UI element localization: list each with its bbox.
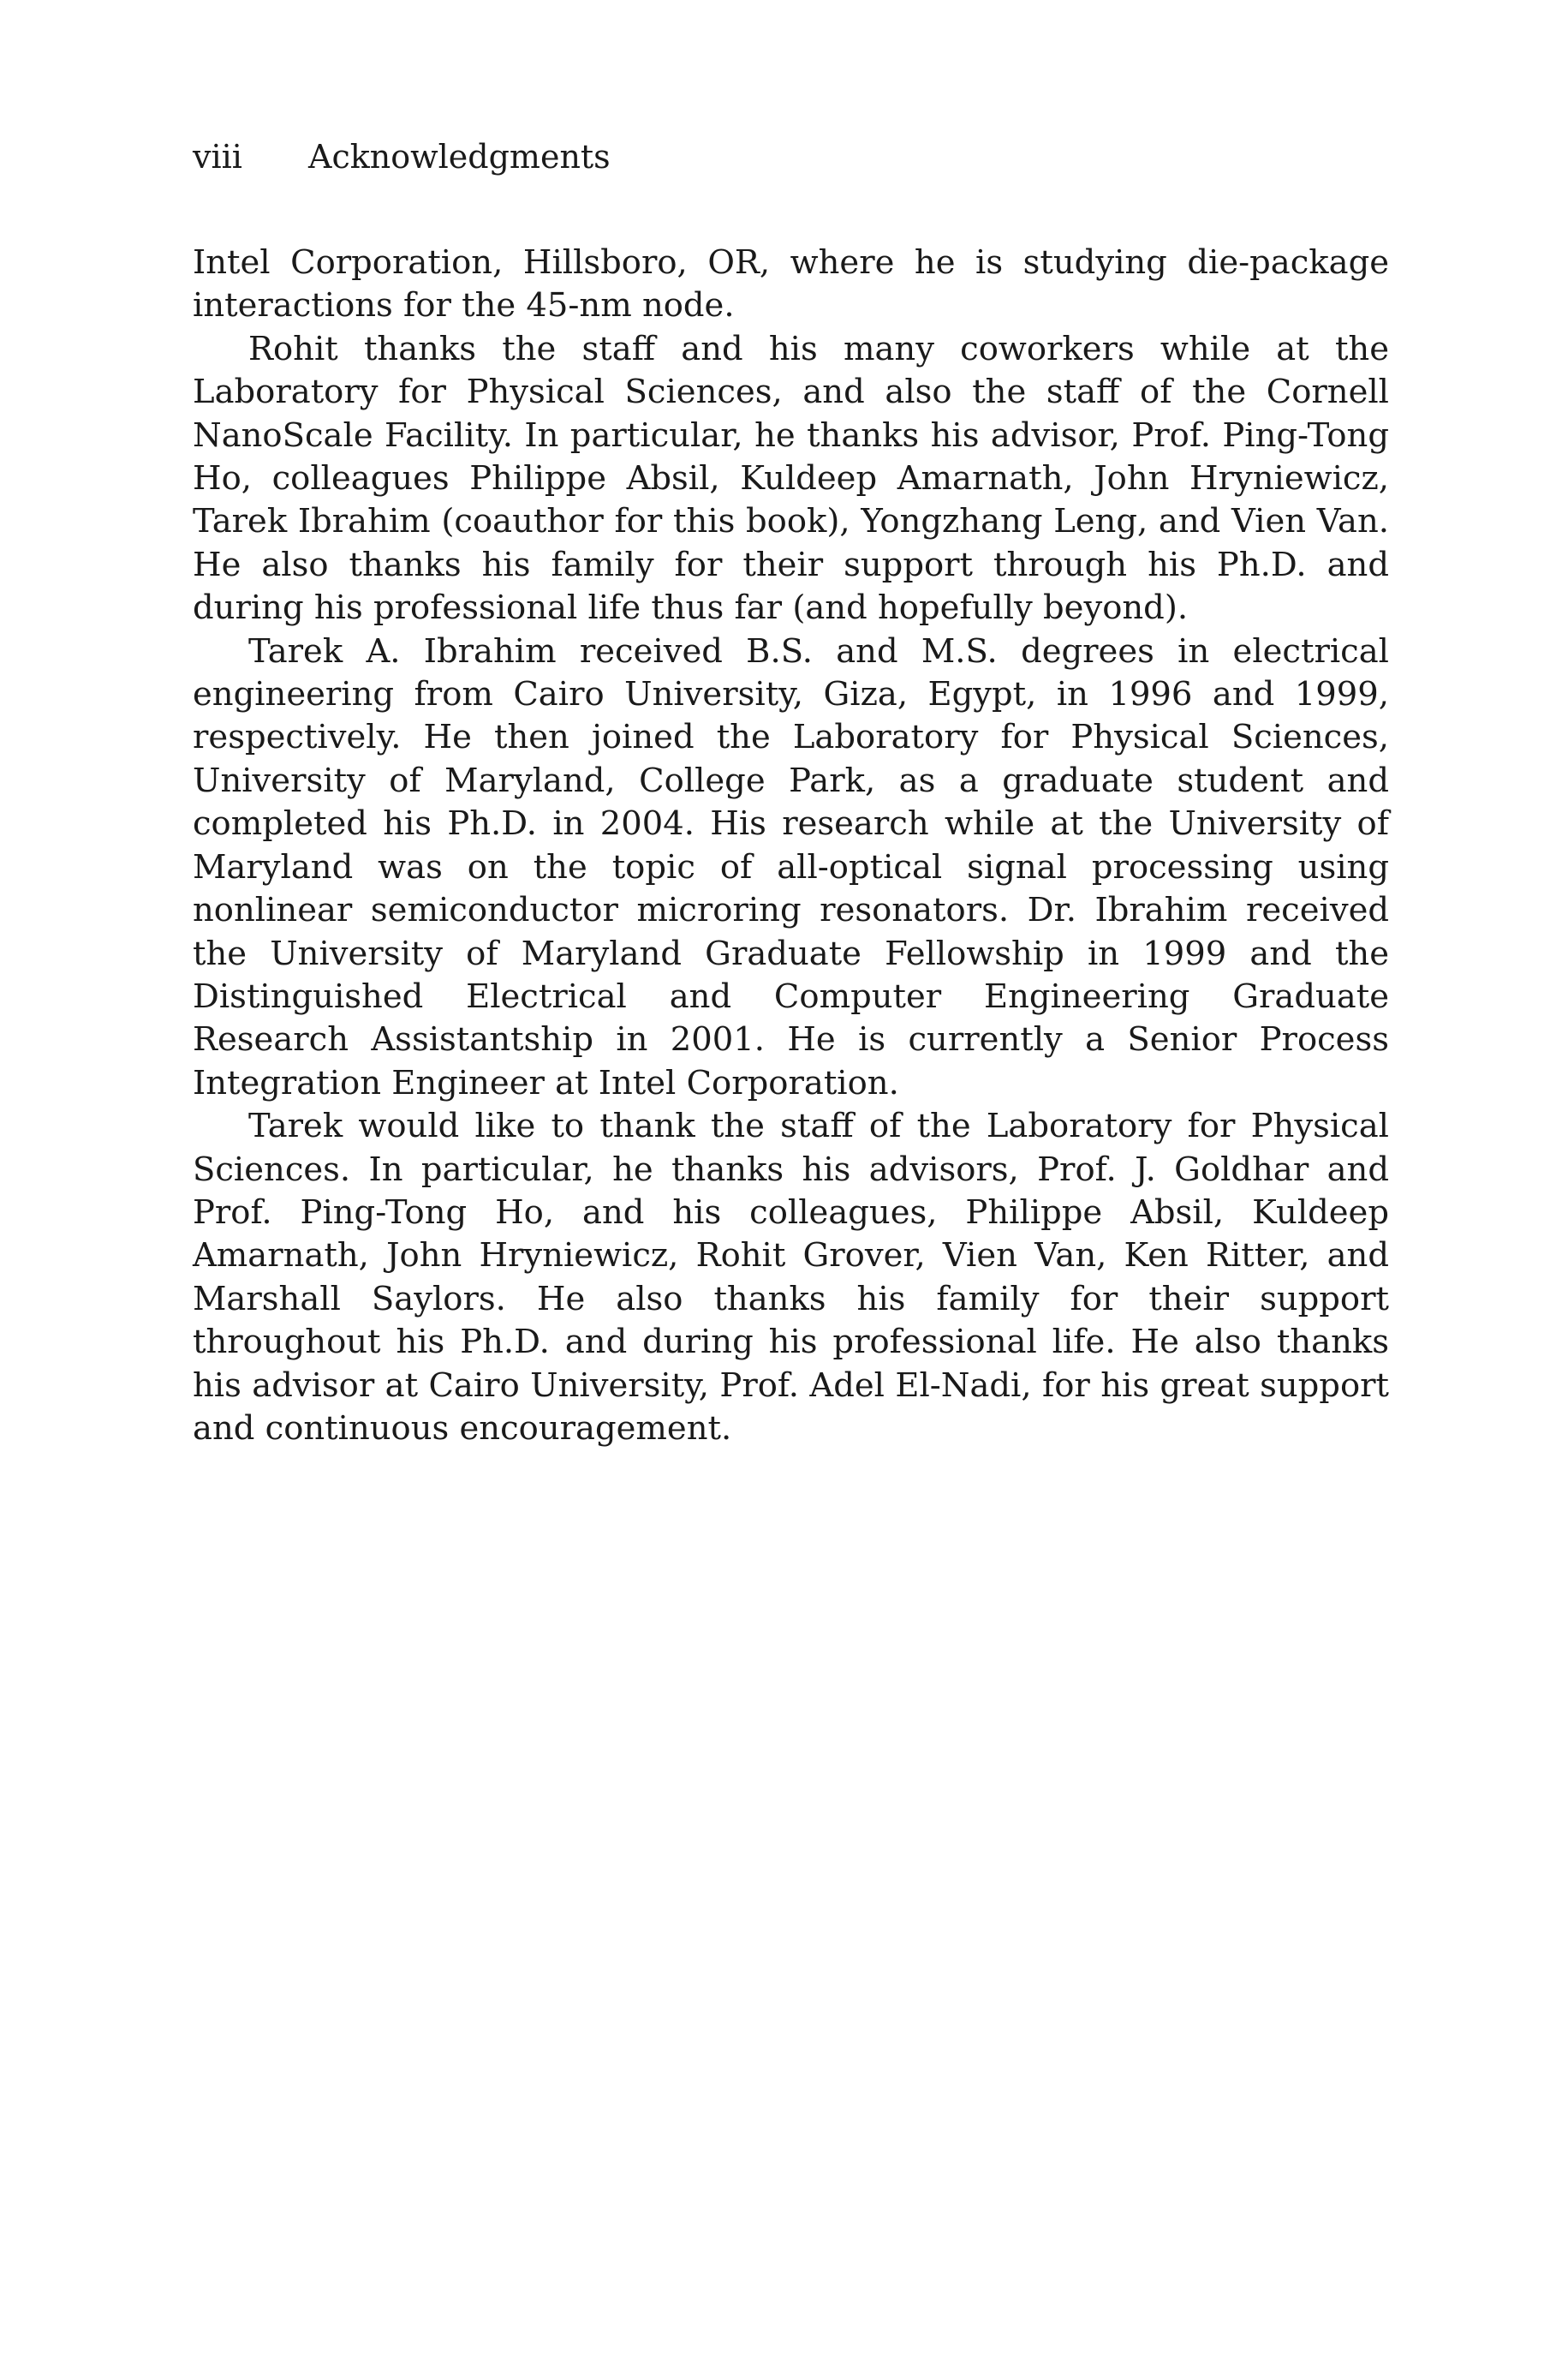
paragraph-tarek-thanks: Tarek would like to thank the staff of the Laboratory for Physical Sciences. In particular, he thanks his advisors, Prof. J. Goldhar and Prof. Ping-Tong Ho, and his colleagues, Philippe Absil, Kuldeep Amarnath, John Hryniewicz, Rohit Grover, Vien Van, Ken Ritter, and Marshall Saylors. He also thanks his family for their support throughout his Ph.D. and during his professional life. He also thanks his advisor at Cairo University, Prof. Adel El-Nadi, for his great support and continuous encouragement.	[193, 1107, 1389, 1448]
paragraph-continuation: Intel Corporation, Hillsboro, OR, where he is studying die-package interactions for the 45-nm node.	[193, 243, 1389, 326]
paragraph-rohit-thanks: Rohit thanks the staff and his many coworkers while at the Laboratory for Physical Sciences, and also the staff of the Cornell NanoScale Facility. In particular, he thanks his advisor, Prof. Ping-Tong Ho, colleagues Philippe Absil, Kuldeep Amarnath, John Hryniewicz, Tarek Ibrahim (coauthor for this book), Yongzhang Leng, and Vien Van. He also thanks his family for their support through his Ph.D. and during his professional life thus far (and hopefully beyond).	[193, 329, 1389, 628]
body-text	[193, 242, 1389, 1450]
page-number: viii	[193, 138, 242, 176]
running-head	[193, 135, 611, 178]
section-title: Acknowledgments	[308, 138, 611, 176]
paragraph-tarek-bio: Tarek A. Ibrahim received B.S. and M.S. degrees in electrical engineering from Cairo University, Giza, Egypt, in 1996 and 1999, respectively. He then joined the Laboratory for Physical Sciences, University of Maryland, College Park, as a graduate student and completed his Ph.D. in 2004. His research while at the University of Maryland was on the topic of all-optical signal processing using nonlinear semiconductor microring resonators. Dr. Ibrahim received the University of Maryland Graduate Fellowship in 1999 and the Distinguished Electrical and Computer Engineering Graduate Research Assistantship in 2001. He is currently a Senior Process Integration Engineer at Intel Corporation.	[193, 631, 1389, 1102]
